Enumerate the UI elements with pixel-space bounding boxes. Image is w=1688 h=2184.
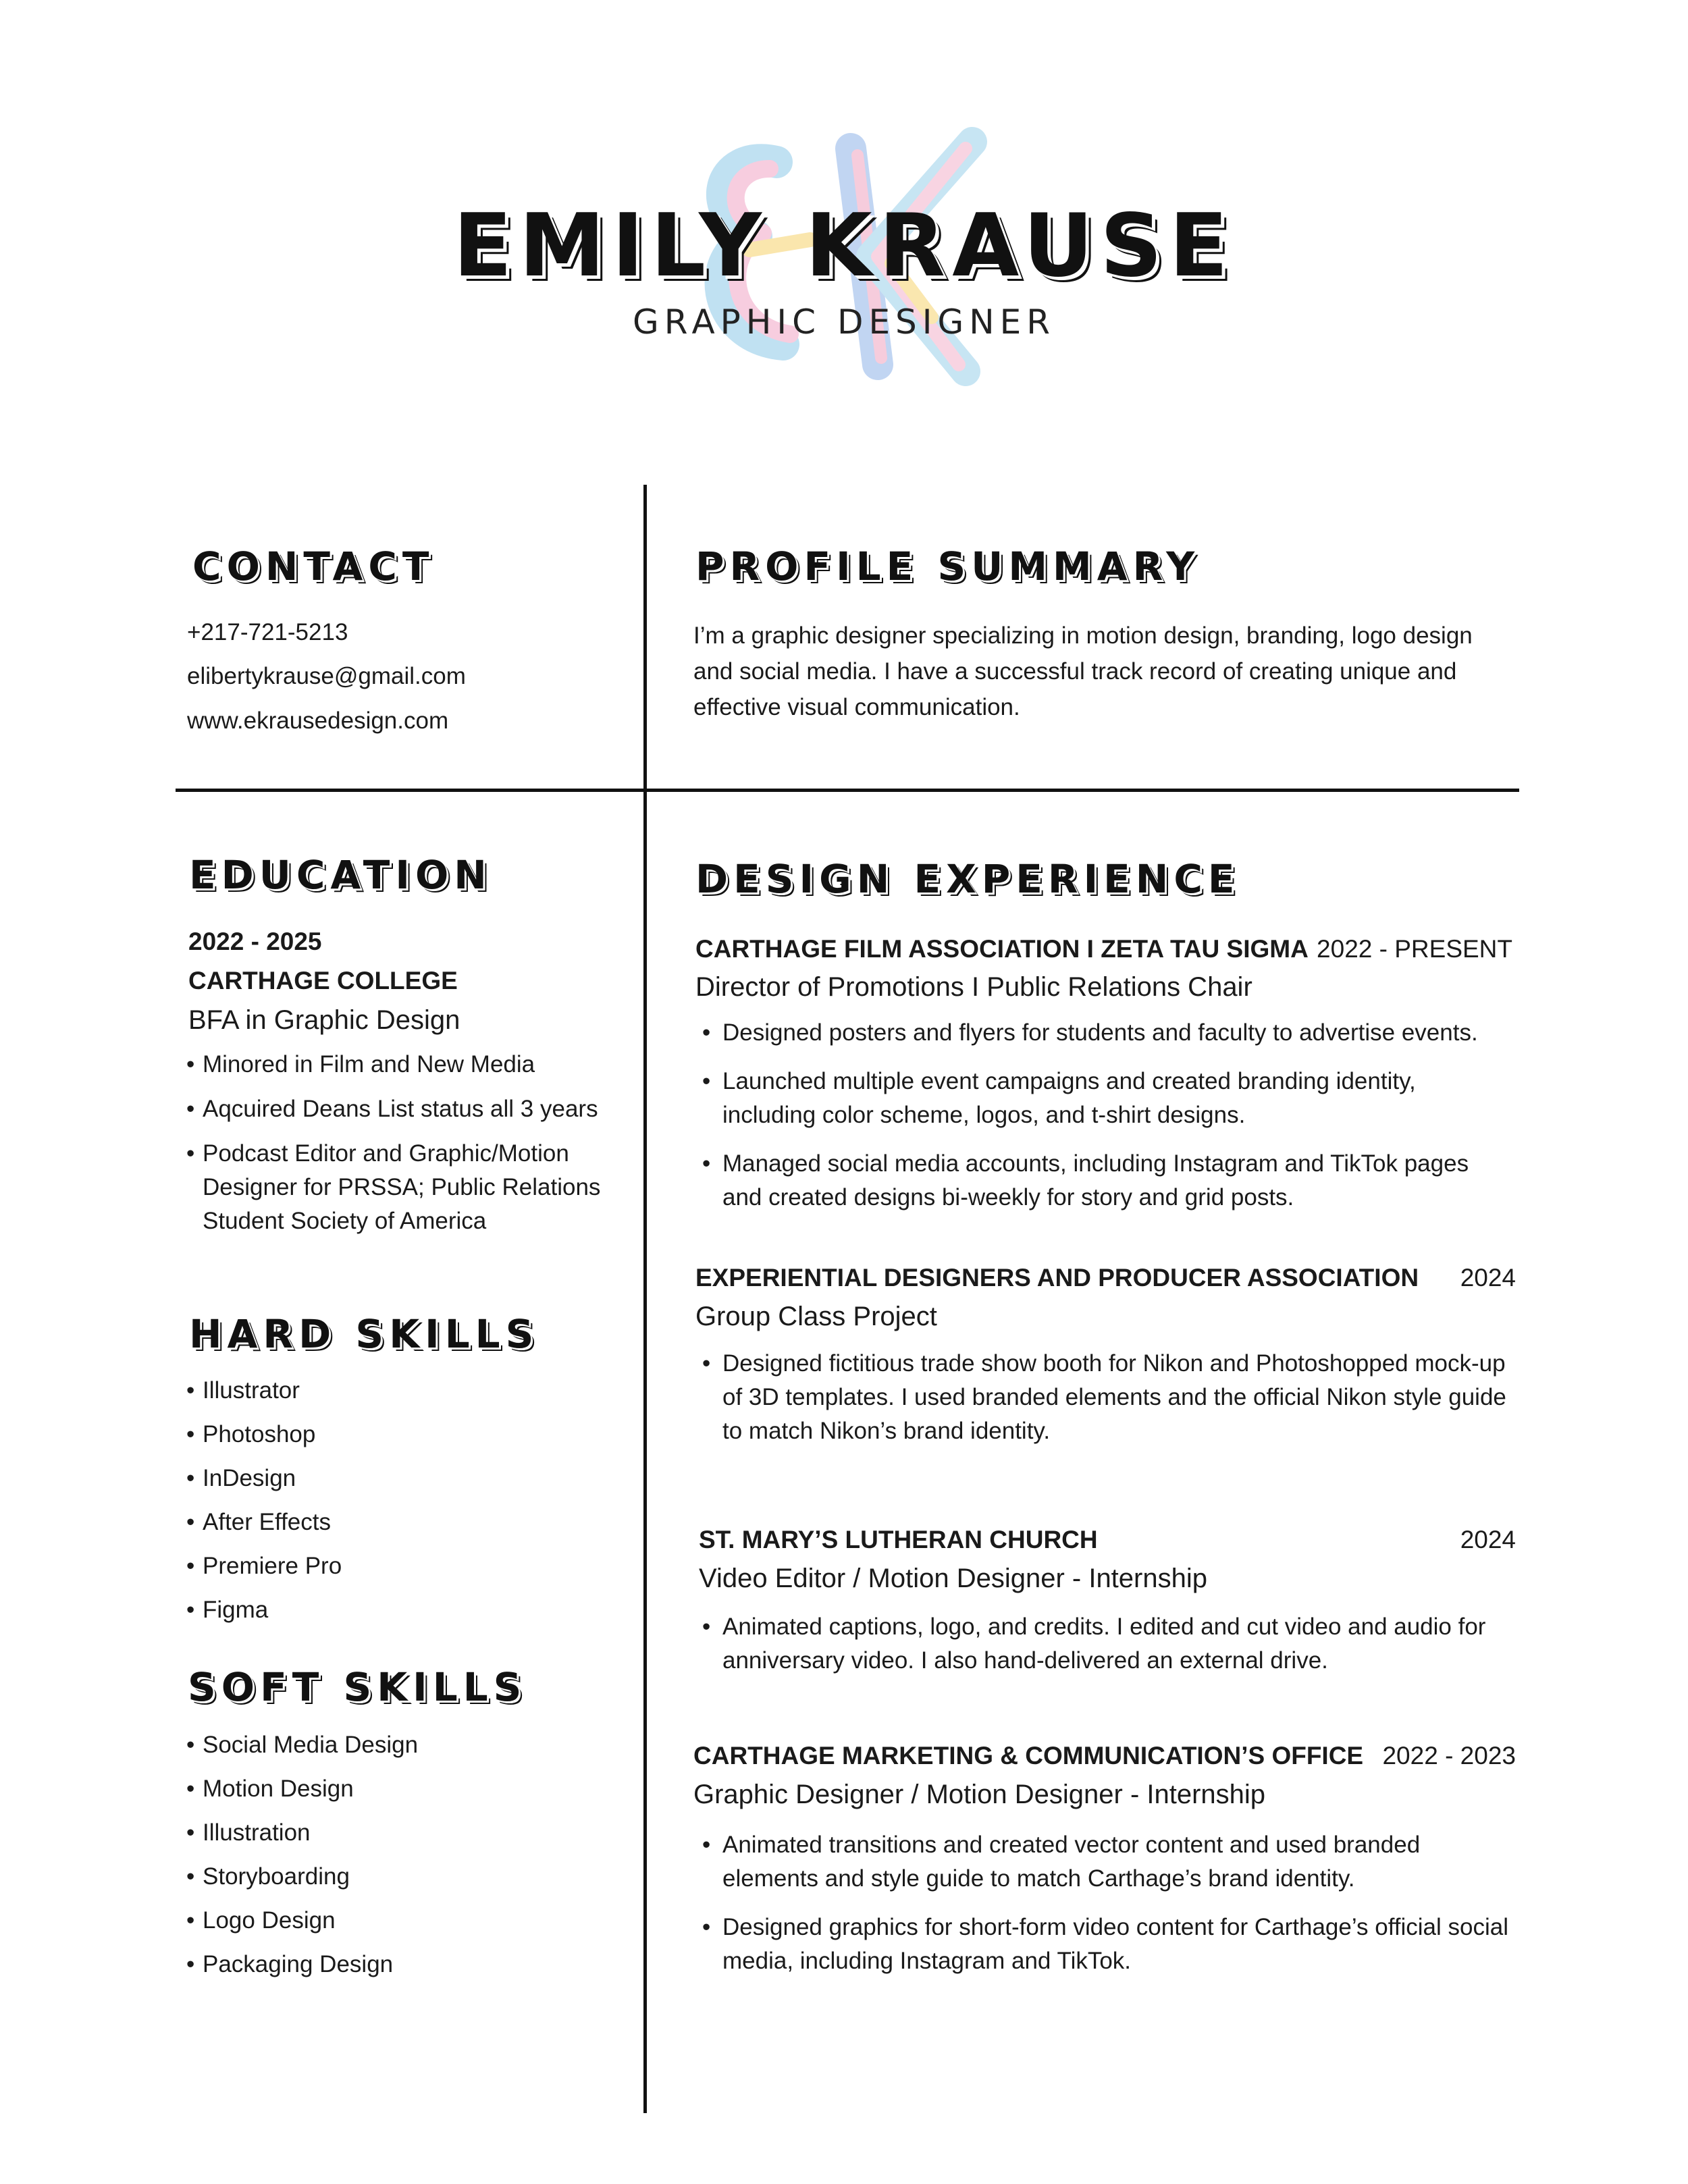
job-role: Director of Promotions I Public Relations Chair bbox=[695, 972, 1252, 1002]
contact-email[interactable]: elibertykrause@gmail.com bbox=[187, 663, 466, 689]
list-item: • Illustrator bbox=[186, 1374, 618, 1408]
list-item: • Logo Design bbox=[186, 1904, 618, 1938]
list-item: • Designed graphics for short-form video content for Carthage’s official social media, including Instagram and TikTok. bbox=[702, 1911, 1512, 1978]
list-item: • Social Media Design bbox=[186, 1728, 618, 1762]
profile-summary-heading: PROFILE SUMMARY bbox=[695, 543, 1201, 589]
job-date: 2024 bbox=[1460, 1526, 1516, 1553]
education-bullets bbox=[186, 1048, 618, 1249]
list-item: • Premiere Pro bbox=[186, 1549, 618, 1583]
hard-skills-heading: HARD SKILLS bbox=[189, 1311, 539, 1357]
soft-skills-heading: SOFT SKILLS bbox=[188, 1664, 527, 1710]
list-item: • Illustration bbox=[186, 1816, 618, 1850]
list-item: • Storyboarding bbox=[186, 1860, 618, 1894]
job-role: Video Editor / Motion Designer - Internship bbox=[699, 1564, 1207, 1593]
job-bullets bbox=[702, 1016, 1512, 1229]
list-item: • Figma bbox=[186, 1593, 618, 1627]
job-bullets bbox=[702, 1828, 1512, 1993]
job-organization: EXPERIENTIAL DESIGNERS AND PRODUCER ASSOCIATION bbox=[695, 1264, 1419, 1291]
list-item: • Launched multiple event campaigns and created branding identity, including color scheme, logos, and t-shirt designs. bbox=[702, 1065, 1512, 1132]
education-heading: EDUCATION bbox=[189, 852, 492, 898]
job-bullets bbox=[702, 1610, 1512, 1693]
horizontal-divider bbox=[176, 789, 1519, 792]
list-item: • Packaging Design bbox=[186, 1948, 618, 1981]
contact-heading: CONTACT bbox=[192, 543, 435, 589]
job-organization: CARTHAGE FILM ASSOCIATION I ZETA TAU SIGMA bbox=[695, 935, 1309, 963]
hard-skills-list bbox=[186, 1374, 618, 1637]
design-experience-heading: DESIGN EXPERIENCE bbox=[695, 856, 1240, 902]
education-degree: BFA in Graphic Design bbox=[188, 1005, 460, 1035]
job-date: 2022 - 2023 bbox=[1382, 1742, 1516, 1769]
job-organization: CARTHAGE MARKETING & COMMUNICATION’S OFFICE bbox=[693, 1742, 1364, 1769]
list-item: • Animated captions, logo, and credits. I edited and cut video and audio for anniversary video. I also hand-delivered an external drive. bbox=[702, 1610, 1512, 1678]
list-item: • Minored in Film and New Media bbox=[186, 1048, 618, 1082]
list-item: • InDesign bbox=[186, 1462, 618, 1495]
soft-skills-list bbox=[186, 1728, 618, 1992]
job-organization: ST. MARY’S LUTHERAN CHURCH bbox=[699, 1526, 1098, 1553]
education-years: 2022 - 2025 bbox=[188, 928, 322, 955]
list-item: • Designed posters and flyers for students and faculty to advertise events. bbox=[702, 1016, 1512, 1050]
education-school: CARTHAGE COLLEGE bbox=[188, 967, 458, 994]
job-date: 2022 - PRESENT bbox=[1317, 935, 1512, 963]
job-date: 2024 bbox=[1460, 1264, 1516, 1291]
job-bullets bbox=[702, 1347, 1512, 1463]
job-role: Graphic Designer / Motion Designer - Internship bbox=[693, 1780, 1266, 1809]
job-role: Group Class Project bbox=[695, 1302, 937, 1331]
list-item: • Photoshop bbox=[186, 1418, 618, 1451]
vertical-divider bbox=[643, 485, 647, 2113]
list-item: • Animated transitions and created vector content and used branded elements and style guide to match Carthage’s brand identity. bbox=[702, 1828, 1512, 1896]
list-item: • Podcast Editor and Graphic/Motion Designer for PRSSA; Public Relations Student Society of America bbox=[186, 1137, 618, 1238]
list-item: • Aqcuired Deans List status all 3 years bbox=[186, 1092, 618, 1126]
candidate-name: EMILY KRAUSE bbox=[453, 196, 1235, 296]
candidate-title: GRAPHIC DESIGNER bbox=[632, 302, 1056, 342]
list-item: • Designed fictitious trade show booth for Nikon and Photoshopped mock-up of 3D templates. I used branded elements and the official Nikon style guide to match Nikon’s brand identity. bbox=[702, 1347, 1512, 1448]
contact-website[interactable]: www.ekrausedesign.com bbox=[187, 708, 449, 734]
list-item: • After Effects bbox=[186, 1506, 618, 1539]
contact-phone[interactable]: +217-721-5213 bbox=[187, 619, 348, 645]
list-item: • Managed social media accounts, including Instagram and TikTok pages and created designs bi-weekly for story and grid posts. bbox=[702, 1147, 1512, 1215]
list-item: • Motion Design bbox=[186, 1772, 618, 1806]
profile-summary-text: I’m a graphic designer specializing in motion design, branding, logo design and social media. I have a successful track record of creating unique and effective visual communication. bbox=[693, 622, 1473, 720]
